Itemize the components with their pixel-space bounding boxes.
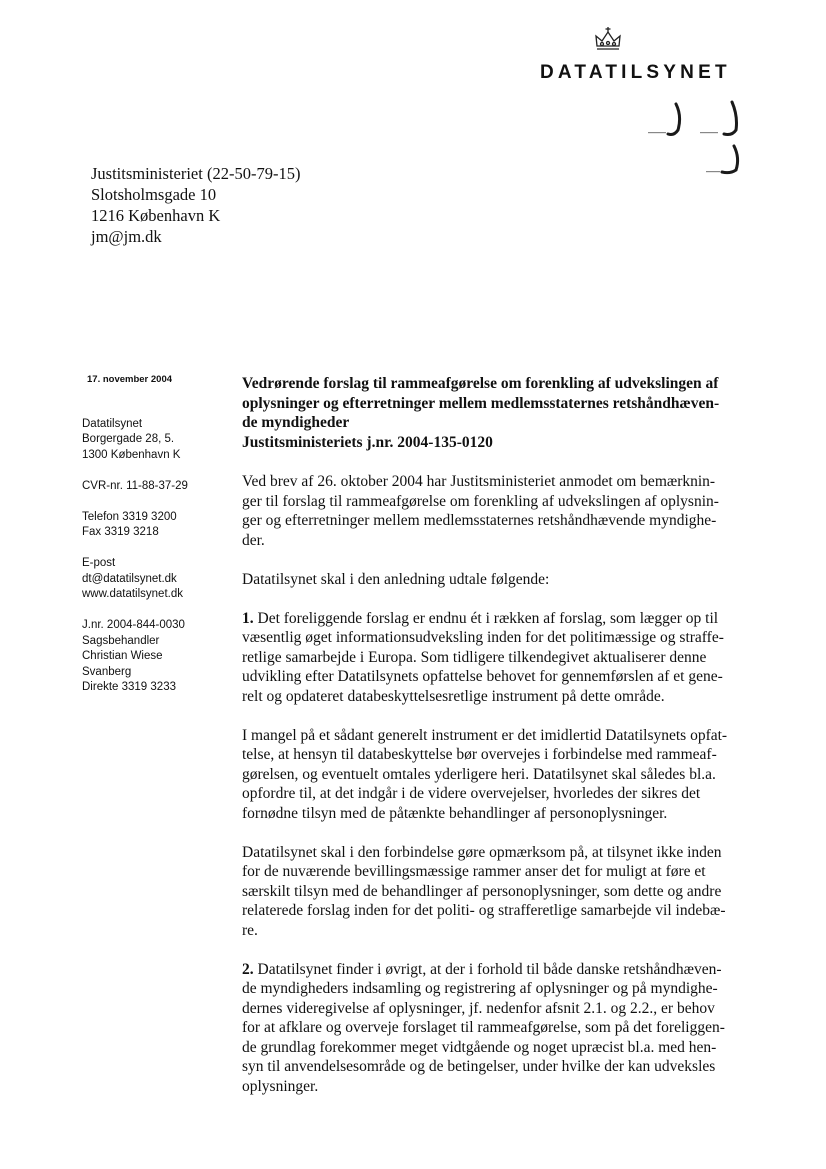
sender-website: www.datatilsynet.dk bbox=[82, 588, 183, 600]
text-line: relaterede forslag inden for det politi- og strafferetlige samarbejde vil indebæ- bbox=[242, 902, 726, 919]
sender-name: Datatilsynet bbox=[82, 417, 143, 430]
sender-email: dt@datatilsynet.dk bbox=[82, 572, 177, 585]
crown-icon bbox=[592, 26, 624, 54]
letter-subject bbox=[242, 374, 772, 452]
text-span: Datatilsynet finder i øvrigt, at der i forhold til både danske retshåndhæven- bbox=[253, 960, 722, 978]
sender-fax: Fax 3319 3218 bbox=[82, 526, 159, 538]
text-line: væsentlig øget informationsudveksling inden for det politimæssige og straffe- bbox=[242, 629, 724, 646]
text-line: ger og efterretninger mellem medlemsstaternes retshåndhævende myndighe- bbox=[242, 512, 717, 529]
text-line: relt og opdateret databeskyttelsesretlige instrument på dette område. bbox=[242, 687, 665, 705]
text-line: I mangel på et sådant generelt instrument er det imidlertid Datatilsynets opfat- bbox=[242, 726, 728, 744]
recipient-email: jm@jm.dk bbox=[91, 227, 162, 246]
recipient-line: Slotsholmsgade 10 bbox=[91, 185, 217, 204]
logo-wordmark: DATATILSYNET bbox=[540, 62, 731, 83]
text-line: gørelsen, og eventuelt omtales yderligere heri. Datatilsynet skal således bl.a. bbox=[242, 765, 716, 783]
subject-line: de myndigheder bbox=[242, 414, 350, 431]
text-line: der. bbox=[242, 531, 265, 549]
text-line: de myndigheders indsamling og registrering af oplysninger og på myndighe- bbox=[242, 980, 718, 997]
sender-phone: Telefon 3319 3200 bbox=[82, 510, 177, 523]
text-line: for de nuværende bevillingsmæssige rammer anser det for muligt at føre et bbox=[242, 863, 706, 880]
paragraph-section-1 bbox=[242, 609, 772, 707]
paragraph-resources bbox=[242, 843, 772, 941]
text-line: Ved brev af 26. oktober 2004 har Justitsministeriet anmodet om bemærknin- bbox=[242, 473, 716, 490]
sender-city: 1300 København K bbox=[82, 448, 181, 461]
letter-body bbox=[242, 374, 772, 1116]
text-span: Det foreliggende forslag er endnu ét i rækken af forslag, som lægger op til bbox=[253, 609, 719, 627]
paragraph-supervision bbox=[242, 726, 772, 824]
subject-line: oplysninger og efterretninger mellem medlemsstaternes retshåndhæven- bbox=[242, 394, 720, 412]
text-line: syn til anvendelsesområde og de betingelser, under hvilke der kan udveksles bbox=[242, 1058, 716, 1075]
text-line: Datatilsynet skal i den anledning udtale følgende: bbox=[242, 570, 550, 588]
recipient-line: Justitsministeriet (22-50-79-15) bbox=[91, 164, 301, 183]
text-line bbox=[242, 609, 772, 629]
subject-reference: Justitsministeriets j.nr. 2004-135-0120 bbox=[242, 433, 493, 451]
sender-email-label: E-post bbox=[82, 557, 116, 569]
text-line: Datatilsynet skal i den forbindelse gøre opmærksom på, at tilsynet ikke inden bbox=[242, 843, 722, 861]
paragraph-statement bbox=[242, 570, 772, 590]
section-number: 2. bbox=[242, 960, 254, 978]
case-handler-name: Christian Wiese bbox=[82, 650, 163, 662]
case-number: J.nr. 2004-844-0030 bbox=[82, 619, 185, 631]
case-handler-label: Sagsbehandler bbox=[82, 634, 160, 647]
text-line: oplysninger. bbox=[242, 1077, 319, 1095]
text-line: udvikling efter Datatilsynets opfattelse behovet for gennemførslen af et gene- bbox=[242, 668, 723, 685]
sender-sidebar bbox=[82, 372, 222, 696]
text-line: telse, at hensyn til databeskyttelse bør overvejes i forbindelse med rammeaf- bbox=[242, 746, 717, 763]
sender-cvr: CVR-nr. 11-88-37-29 bbox=[82, 479, 188, 492]
text-line: dernes videregivelse af oplysninger, jf. nedenfor afsnit 2.1. og 2.2., er behov bbox=[242, 999, 715, 1017]
case-handler-surname: Svanberg bbox=[82, 665, 132, 678]
text-line: de grundlag forekommer meget vidtgående og noget upræcist bl.a. med hen- bbox=[242, 1038, 717, 1056]
case-handler-phone: Direkte 3319 3233 bbox=[82, 681, 176, 693]
recipient-address bbox=[91, 163, 300, 247]
subject-line: Vedrørende forslag til rammeafgørelse om forenkling af udvekslingen af bbox=[242, 375, 719, 392]
section-number: 1. bbox=[242, 609, 254, 627]
text-line: re. bbox=[242, 921, 258, 939]
text-line: særskilt tilsyn med de behandlinger af personoplysninger, som dette og andre bbox=[242, 882, 722, 900]
recipient-line: 1216 København K bbox=[91, 206, 221, 225]
text-line: opfordre til, at det indgår i de videre overvejelser, hvorledes der sikres det bbox=[242, 785, 701, 802]
handwritten-marks-icon bbox=[640, 96, 760, 186]
paragraph-intro bbox=[242, 472, 772, 550]
text-line: ger til forslag til rammeafgørelse om forenkling af udvekslingen af oplysnin- bbox=[242, 492, 719, 510]
text-line: fornødne tilsyn med de påtænkte behandlinger af personoplysninger. bbox=[242, 804, 668, 822]
text-line bbox=[242, 960, 772, 980]
letter-date: 17. november 2004 bbox=[87, 374, 173, 385]
text-line: for at afklare og overveje forslaget til rammeafgørelse, som på det foreliggen- bbox=[242, 1019, 725, 1036]
sender-street: Borgergade 28, 5. bbox=[82, 433, 175, 445]
paragraph-section-2 bbox=[242, 960, 772, 1097]
text-line: retlige samarbejde i Europa. Som tidligere tilkendegivet aktualiserer denne bbox=[242, 648, 707, 666]
